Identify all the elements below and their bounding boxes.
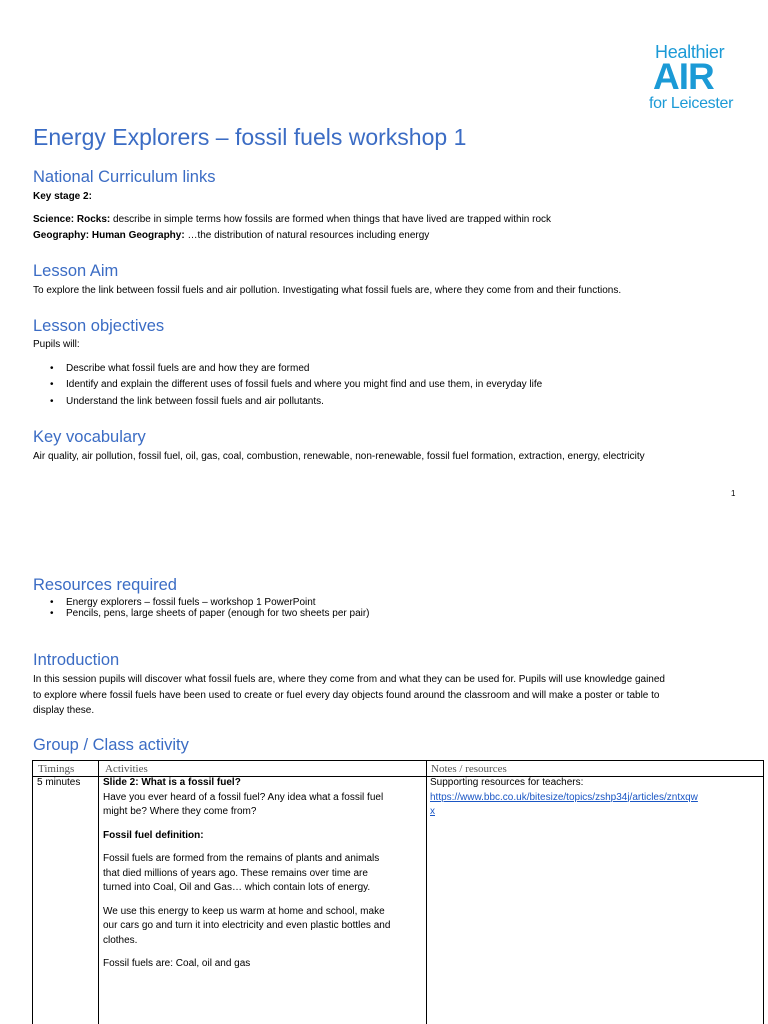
aim-heading: Lesson Aim xyxy=(33,262,119,280)
usage-line: clothes. xyxy=(103,934,138,946)
vocabulary-text: Air quality, air pollution, fossil fuel, oil, gas, coal, combustion, renewable, non-renewable, fossil fuel formation, extraction, energy, electricity xyxy=(33,451,645,462)
activity-heading: Group / Class activity xyxy=(33,736,189,754)
definition-line: that died millions of years ago. These remains over time are xyxy=(103,867,368,879)
geography-label: Geography: Human Geography: xyxy=(33,230,185,241)
list-item: • Pencils, pens, large sheets of paper (enough for two sheets per pair) xyxy=(50,608,370,619)
fossil-fuel-types: Fossil fuels are: Coal, oil and gas xyxy=(103,958,251,969)
objectives-heading: Lesson objectives xyxy=(33,317,165,335)
logo-line-2: AIR xyxy=(653,56,714,97)
header-timings: Timings xyxy=(38,763,75,775)
page-number: 1 xyxy=(731,489,736,498)
column-divider xyxy=(98,761,99,1024)
question-line: might be? Where they come from? xyxy=(103,806,257,817)
list-item: • Understand the link between fossil fuels and air pollutants. xyxy=(50,395,542,409)
header-activities: Activities xyxy=(105,763,148,775)
notes-label: Supporting resources for teachers: xyxy=(430,777,584,788)
introduction-text xyxy=(33,672,665,719)
key-stage-label: Key stage 2: xyxy=(33,191,92,202)
curriculum-heading: National Curriculum links xyxy=(33,168,216,186)
usage-line: our cars go and turn it into electricity and even plastic bottles and xyxy=(103,920,391,931)
activity-table xyxy=(32,760,764,1024)
usage-line: We use this energy to keep us warm at home and school, make xyxy=(103,905,385,917)
geography-line xyxy=(33,229,429,243)
introduction-line: display these. xyxy=(33,705,95,716)
definition-line: Fossil fuels are formed from the remains of plants and animals xyxy=(103,853,380,864)
notes-cell xyxy=(430,776,760,820)
bbc-bitesize-link-continued[interactable]: x xyxy=(430,806,435,817)
resources-list xyxy=(50,597,370,619)
introduction-line: to explore where fossil fuels have been used to create or fuel every day objects found around the classroom and will make a poster or table to xyxy=(33,689,660,701)
healthier-air-logo xyxy=(645,42,740,114)
list-item: • Energy explorers – fossil fuels – workshop 1 PowerPoint xyxy=(50,597,370,608)
question-line: Have you ever heard of a fossil fuel? Any idea what a fossil fuel xyxy=(103,791,384,803)
timing-cell: 5 minutes xyxy=(37,777,81,788)
slide-title: Slide 2: What is a fossil fuel? xyxy=(103,777,241,788)
science-text: describe in simple terms how fossils are formed when things that have lived are trapped within rock xyxy=(110,214,552,225)
definition-line: turned into Coal, Oil and Gas… which contain lots of energy. xyxy=(103,882,371,893)
bbc-bitesize-link[interactable]: https://www.bbc.co.uk/bitesize/topics/zshp34j/articles/zntxqw xyxy=(430,791,698,803)
list-item: • Identify and explain the different uses of fossil fuels and where you might find and use them, in everyday life xyxy=(50,378,542,392)
logo-line-1: Healthier xyxy=(655,42,725,62)
resources-heading: Resources required xyxy=(33,576,177,594)
introduction-heading: Introduction xyxy=(33,651,120,669)
vocabulary-heading: Key vocabulary xyxy=(33,428,146,446)
header-notes: Notes / resources xyxy=(431,763,507,775)
activities-cell xyxy=(103,776,425,972)
objectives-list xyxy=(50,362,542,411)
science-line xyxy=(33,213,551,227)
science-label: Science: Rocks: xyxy=(33,214,111,225)
page-title: Energy Explorers – fossil fuels workshop 1 xyxy=(33,124,467,150)
column-divider xyxy=(426,761,427,1024)
aim-text: To explore the link between fossil fuels and air pollution. Investigating what fossil fuels are, where they come from and their functions. xyxy=(33,285,622,296)
introduction-line: In this session pupils will discover what fossil fuels are, where they come from and what they can be used for. Pupils will use knowledge gained xyxy=(33,674,665,685)
geography-text: …the distribution of natural resources including energy xyxy=(184,230,430,241)
objectives-intro: Pupils will: xyxy=(33,339,80,350)
list-item: • Describe what fossil fuels are and how they are formed xyxy=(50,362,542,376)
logo-line-3: for Leicester xyxy=(649,95,734,112)
definition-title: Fossil fuel definition: xyxy=(103,829,204,841)
